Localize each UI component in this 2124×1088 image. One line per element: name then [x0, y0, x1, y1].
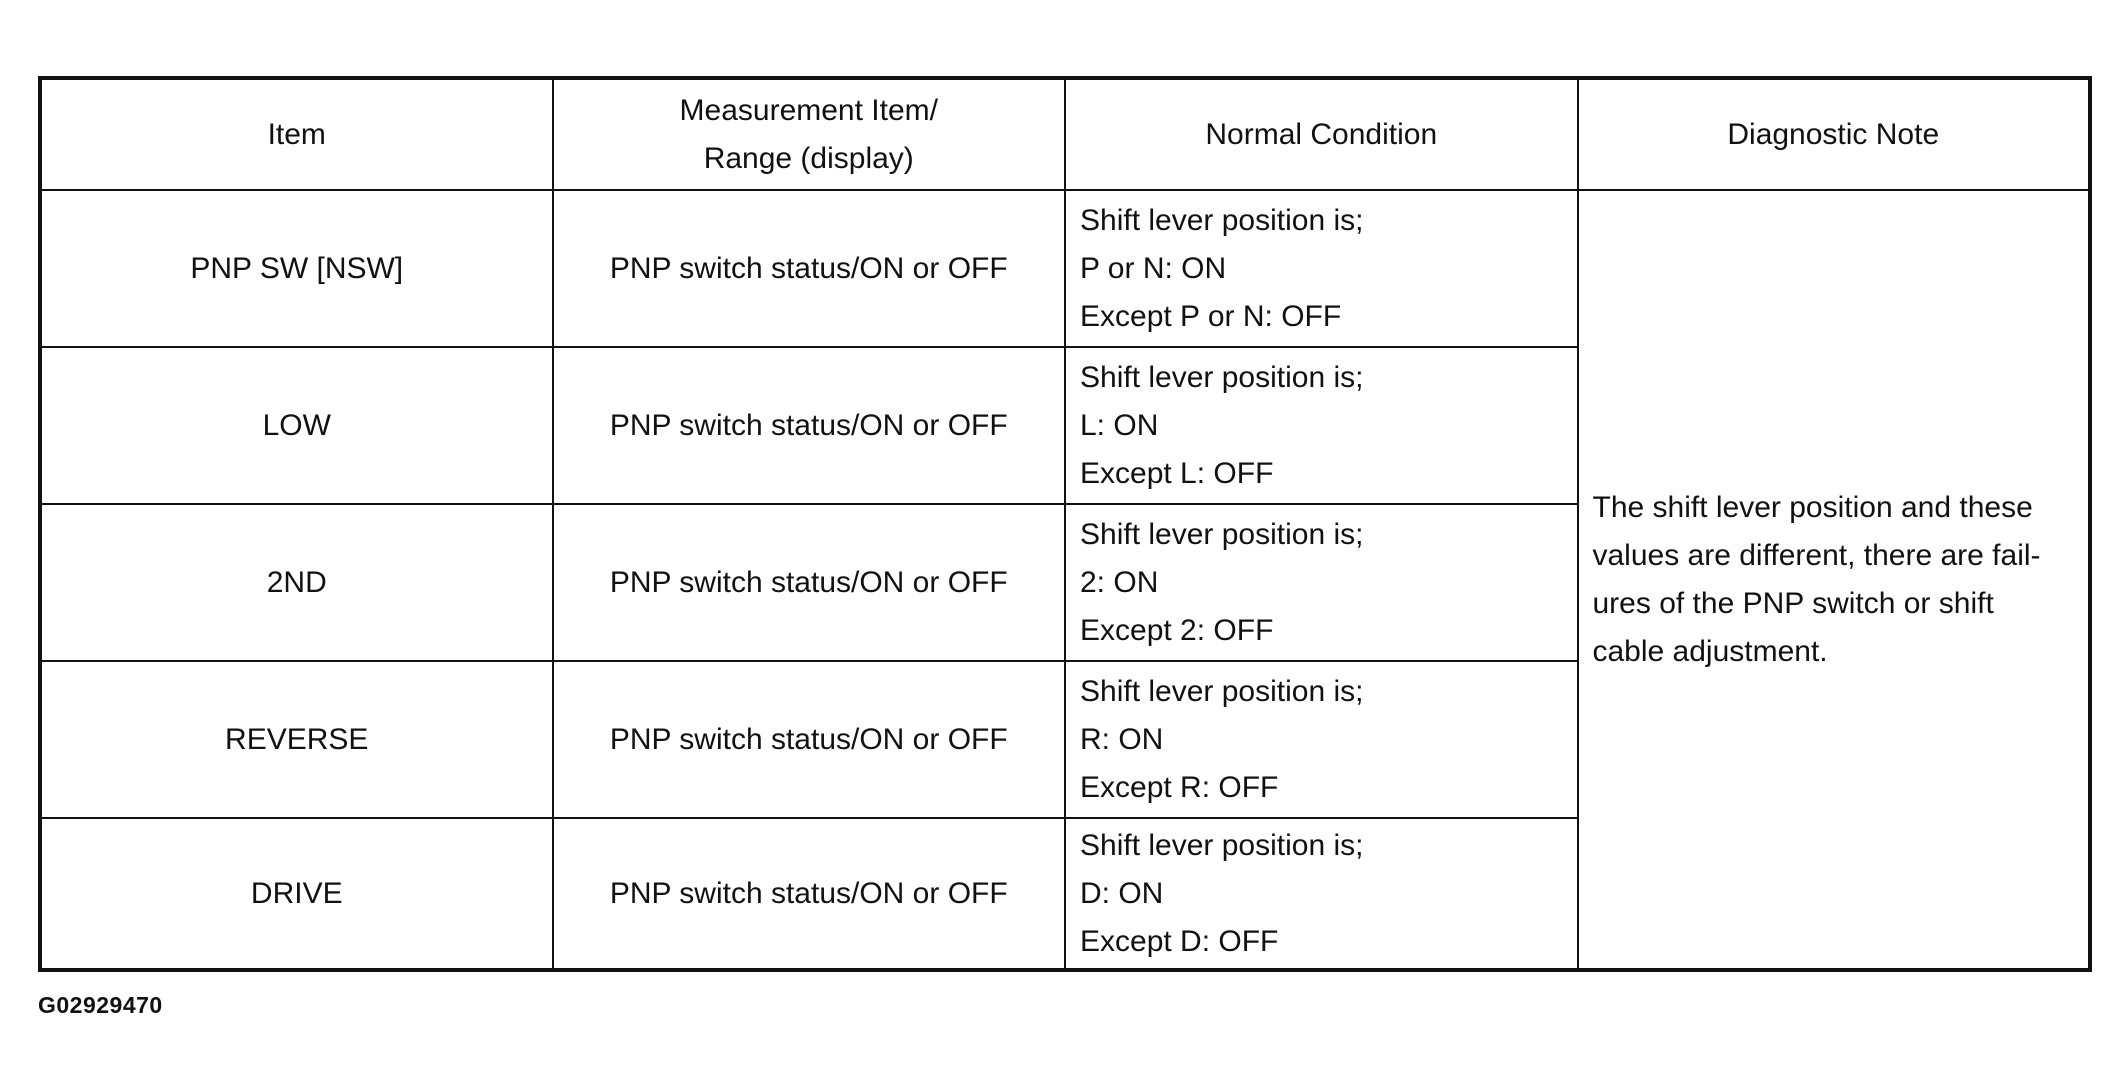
- condition-line: R: ON: [1080, 722, 1164, 756]
- condition-line: P or N: ON: [1080, 251, 1227, 285]
- cell-condition: [1065, 661, 1578, 818]
- condition-line: Except 2: OFF: [1080, 613, 1274, 647]
- condition-line: Shift lever position is;: [1080, 203, 1364, 237]
- cell-item: REVERSE: [40, 661, 553, 818]
- cell-item: DRIVE: [40, 818, 553, 970]
- header-measurement-line2: Range (display): [703, 141, 914, 175]
- header-measurement-line1: Measurement Item/: [679, 93, 938, 127]
- cell-item: PNP SW [NSW]: [40, 190, 553, 347]
- cell-item: LOW: [40, 347, 553, 504]
- condition-line: 2: ON: [1080, 565, 1159, 599]
- diagnostic-table: [38, 76, 2092, 972]
- condition-line: Except L: OFF: [1080, 456, 1274, 490]
- condition-line: Except R: OFF: [1080, 770, 1279, 804]
- cell-item: 2ND: [40, 504, 553, 661]
- note-line: The shift lever position and these: [1592, 490, 2033, 524]
- cell-measurement: PNP switch status/ON or OFF: [553, 347, 1066, 504]
- cell-condition: [1065, 504, 1578, 661]
- note-line: values are different, there are fail-: [1592, 538, 2041, 572]
- note-line: cable adjustment.: [1592, 634, 1828, 668]
- figure-code: G02929470: [38, 992, 163, 1018]
- cell-condition: [1065, 347, 1578, 504]
- header-diagnostic-note: Diagnostic Note: [1578, 78, 2091, 190]
- cell-measurement: PNP switch status/ON or OFF: [553, 504, 1066, 661]
- table-header-row: [40, 78, 2090, 190]
- cell-measurement: PNP switch status/ON or OFF: [553, 818, 1066, 970]
- header-normal-condition: Normal Condition: [1065, 78, 1578, 190]
- cell-measurement: PNP switch status/ON or OFF: [553, 190, 1066, 347]
- condition-line: Shift lever position is;: [1080, 828, 1364, 862]
- header-item: Item: [40, 78, 553, 190]
- table-row: [40, 190, 2090, 347]
- cell-condition: [1065, 818, 1578, 970]
- cell-condition: [1065, 190, 1578, 347]
- condition-line: Shift lever position is;: [1080, 674, 1364, 708]
- cell-measurement: PNP switch status/ON or OFF: [553, 661, 1066, 818]
- condition-line: Shift lever position is;: [1080, 360, 1364, 394]
- cell-diagnostic-note: [1578, 190, 2091, 970]
- condition-line: Shift lever position is;: [1080, 517, 1364, 551]
- condition-line: L: ON: [1080, 408, 1159, 442]
- condition-line: Except P or N: OFF: [1080, 299, 1342, 333]
- header-measurement: [553, 78, 1066, 190]
- condition-line: D: ON: [1080, 876, 1164, 910]
- condition-line: Except D: OFF: [1080, 924, 1279, 958]
- note-line: ures of the PNP switch or shift: [1592, 586, 1994, 620]
